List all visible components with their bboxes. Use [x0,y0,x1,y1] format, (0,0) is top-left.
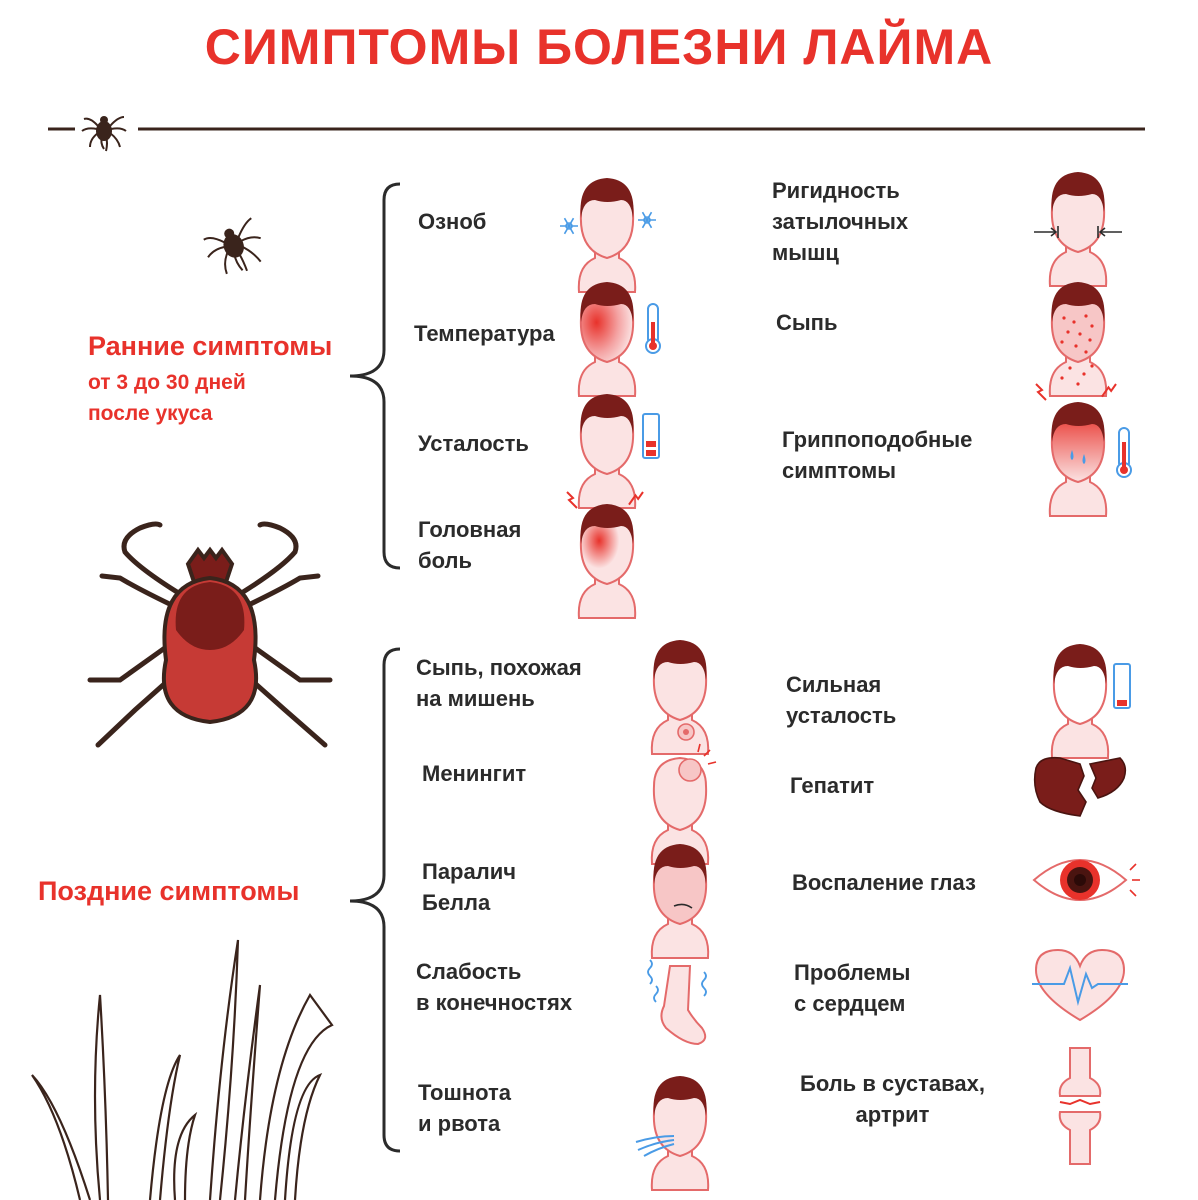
symptom-headache-label: Головная боль [418,517,522,573]
fatigue-face-icon [579,394,659,508]
fever-face-icon [579,282,660,396]
symptom-target-rash-label: Сыпь, похожая на мишень [416,655,582,711]
early-symptoms-subtitle-2: после укуса [88,402,213,425]
symptom-bell-palsy-label: Паралич Белла [422,859,516,915]
symptom-rash-label: Сыпь [776,310,838,335]
symptom-meningitis-label: Менингит [422,761,527,786]
symptom-flu-label: Гриппоподобные симптомы [782,427,973,483]
symptom-fatigue-label: Усталость [418,431,529,456]
symptom-arthritis-label: Боль в суставах, артрит [800,1071,985,1127]
headache-face-icon [567,492,645,618]
page-title: СИМПТОМЫ БОЛЕЗНИ ЛАЙМА [204,19,994,75]
joint-icon [1060,1048,1101,1164]
symptom-chills-label: Озноб [418,209,487,234]
rash-face-icon [1050,282,1106,396]
inflamed-eye-icon [1034,860,1140,900]
symptom-severe-fatigue-label: Сильная усталость [786,672,897,728]
heart-icon [1032,950,1128,1020]
symptom-nausea-label: Тошнота и рвота [418,1080,512,1136]
symptom-hepatitis-label: Гепатит [790,773,875,798]
symptom-eye-inflammation-label: Воспаление глаз [792,870,976,895]
limb-weakness-icon [648,960,706,1044]
early-symptoms-subtitle-1: от 3 до 30 дней [88,371,246,394]
flu-face-icon [1036,384,1131,516]
bell-palsy-face-icon [652,844,708,958]
target-rash-icon [652,640,708,754]
nausea-face-icon [636,1076,708,1190]
symptom-limb-weakness-label: Слабость в конечностях [416,959,573,1015]
liver-icon [1035,758,1126,816]
chills-face-icon [560,178,656,292]
late-symptoms-title: Поздние симптомы [38,876,300,906]
severe-fatigue-face-icon [1052,644,1130,758]
symptom-heart-label: Проблемы с сердцем [794,960,911,1016]
symptom-neck-stiffness-label: Ригидность затылочных мышц [772,178,909,265]
symptom-fever-label: Температура [414,321,555,346]
neck-stiffness-icon [1034,172,1122,286]
early-symptoms-title: Ранние симптомы [88,331,333,361]
